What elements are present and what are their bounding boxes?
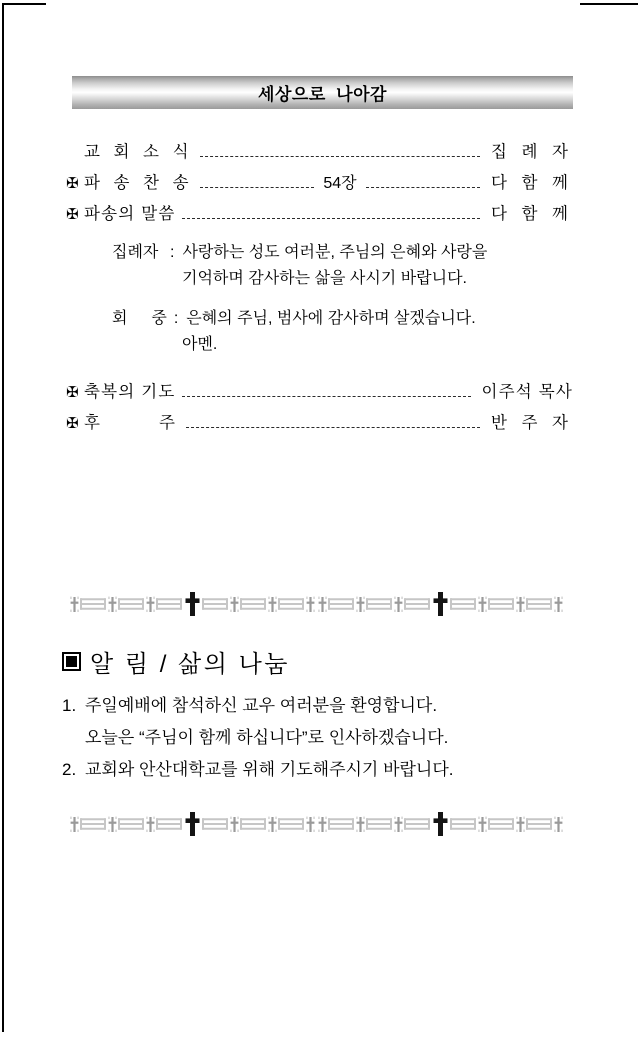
order-item-role: 이주석 목사 xyxy=(481,383,573,401)
announcement-text: 주일예배에 참석하신 교우 여러분을 환영합니다. xyxy=(85,696,438,715)
announcement-number: 2. xyxy=(62,760,77,779)
order-item-name: 후 주 xyxy=(84,414,180,432)
responsive-reading-text: 아멘. xyxy=(182,336,218,353)
order-item-name: 교 회 소 식 xyxy=(84,143,194,161)
order-row xyxy=(0,138,638,169)
announcements-heading xyxy=(62,644,290,679)
cross-bullet-icon: ✠ xyxy=(66,206,79,223)
announcement-subtext: 오늘은 “주님이 함께 하십니다”로 인사하겠습니다. xyxy=(85,728,449,747)
order-row xyxy=(0,169,638,200)
responsive-reading-block xyxy=(0,240,638,292)
announcement-item xyxy=(0,690,638,722)
ornamental-divider-top xyxy=(70,592,570,616)
responsive-reading-line xyxy=(0,306,638,332)
speaker-colon: : xyxy=(173,310,179,327)
crop-mark-top-left xyxy=(2,3,46,5)
ornamental-divider-bottom xyxy=(70,812,570,836)
order-item-name: 축복의 기도 xyxy=(84,383,176,401)
responsive-reading-text: 사랑하는 성도 여러분, 주님의 은혜와 사랑을 xyxy=(182,244,488,261)
responsive-reading-text: 은혜의 주님, 범사에 감사하며 살겠습니다. xyxy=(186,310,476,327)
crop-mark-top-right xyxy=(580,3,638,5)
order-row xyxy=(0,409,638,440)
order-item-role: 반 주 자 xyxy=(491,414,573,432)
order-of-service-closing-list xyxy=(0,378,638,440)
responsive-reading-text: 기억하며 감사하는 삶을 사시기 바랍니다. xyxy=(182,270,467,287)
responsive-reading-block xyxy=(0,306,638,358)
order-item-name: 파 송 찬 송 xyxy=(84,174,194,192)
announcements-heading-text: 알 림 / 삶의 나눔 xyxy=(90,651,290,678)
order-item-hymn-number: 54장 xyxy=(323,175,357,192)
ornament-pattern-icon xyxy=(70,592,570,616)
order-item-role: 다 함 께 xyxy=(491,174,573,192)
announcement-text: 교회와 안산대학교를 위해 기도해주시기 바랍니다. xyxy=(85,760,454,779)
dash-leader xyxy=(200,156,480,157)
dash-leader xyxy=(182,396,470,397)
speaker-colon: : xyxy=(170,244,175,261)
cross-bullet-icon: ✠ xyxy=(66,175,79,192)
section-banner xyxy=(72,76,573,109)
announcement-item xyxy=(0,754,638,786)
responsive-reading xyxy=(0,240,638,372)
square-bullet-icon xyxy=(62,652,81,671)
order-row xyxy=(0,200,638,231)
dash-leader xyxy=(200,187,314,188)
cross-bullet-icon: ✠ xyxy=(66,415,79,432)
ornament-pattern-icon xyxy=(70,812,570,836)
dash-leader xyxy=(186,427,480,428)
announcements-list xyxy=(0,690,638,786)
order-item-role: 다 함 께 xyxy=(491,205,573,223)
cross-bullet-icon: ✠ xyxy=(66,384,79,401)
speaker-label: 집례자 xyxy=(112,244,159,261)
order-row xyxy=(0,378,638,409)
announcement-number: 1. xyxy=(62,696,77,715)
responsive-reading-line xyxy=(0,240,638,266)
order-item-role: 집 례 자 xyxy=(491,143,573,161)
dash-leader xyxy=(182,218,480,219)
order-item-name: 파송의 말씀 xyxy=(84,205,176,223)
dash-leader xyxy=(366,187,480,188)
speaker-label: 회 중 xyxy=(112,310,172,327)
section-banner-title: 세상으로 나아감 xyxy=(258,85,387,104)
order-of-service-list xyxy=(0,138,638,231)
